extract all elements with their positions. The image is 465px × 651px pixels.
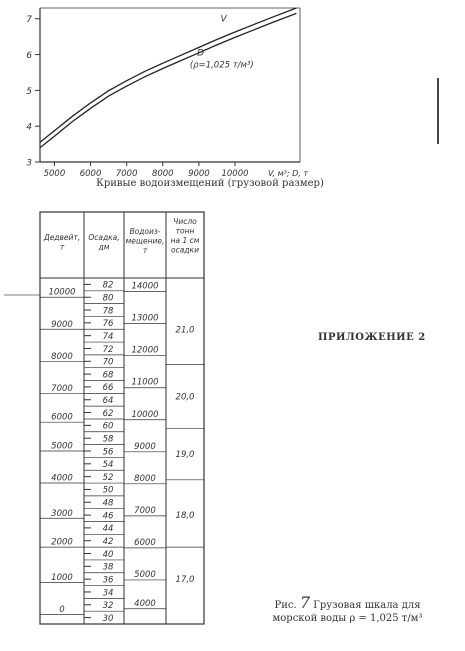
figure-number: 7 xyxy=(299,593,311,612)
draft-label: 66 xyxy=(102,383,114,394)
draft-label: 72 xyxy=(102,344,114,355)
column-header: Водоиз-мещение, т xyxy=(125,227,165,255)
deadweight-label: 6000 xyxy=(51,412,73,423)
annotation-d: D xyxy=(197,48,205,59)
displacement-label: 11000 xyxy=(131,377,159,388)
displacement-label: 7000 xyxy=(134,505,156,516)
deadweight-label: 4000 xyxy=(51,473,73,484)
x-tick-label: 6000 xyxy=(79,169,102,179)
y-tick-label: 4 xyxy=(26,122,32,133)
y-tick-label: 7 xyxy=(26,15,32,26)
deadweight-label: 9000 xyxy=(51,319,73,330)
deadweight-label: 2000 xyxy=(51,537,73,548)
displacement-label: 10000 xyxy=(131,409,159,420)
chart-caption: Кривые водоизмещений (грузовой размер) xyxy=(96,178,324,189)
displacement-label: 12000 xyxy=(131,345,159,356)
draft-label: 58 xyxy=(102,434,114,445)
column-header: Число тонн на 1 см осадки xyxy=(170,217,200,255)
y-tick-label: 6 xyxy=(26,51,32,62)
tons-per-cm-label: 19,0 xyxy=(175,450,195,461)
figure-caption-line-1 xyxy=(245,593,450,612)
deadweight-label: 8000 xyxy=(51,351,73,362)
draft-label: 70 xyxy=(102,357,114,368)
displacement-label: 14000 xyxy=(131,281,159,292)
draft-label: 60 xyxy=(102,421,114,432)
annotation-v: V xyxy=(220,14,227,25)
deadweight-label: 7000 xyxy=(51,383,73,394)
x-axis-label: V, м³; D, т xyxy=(268,169,309,178)
draft-label: 42 xyxy=(102,537,114,548)
figure-caption-prefix: Рис. xyxy=(274,600,297,611)
deadweight-label: 5000 xyxy=(51,441,73,452)
displacement-label: 4000 xyxy=(134,598,156,609)
y-tick-label: 5 xyxy=(26,86,32,97)
deadweight-label: 10000 xyxy=(48,287,76,298)
displacement-label: 9000 xyxy=(134,441,156,452)
draft-label: 32 xyxy=(102,601,114,612)
draft-label: 76 xyxy=(102,319,114,330)
draft-label: 54 xyxy=(102,460,114,471)
displacement-label: 5000 xyxy=(134,569,156,580)
series-line-d xyxy=(40,13,296,147)
figure-caption xyxy=(245,593,450,625)
y-tick-label: 3 xyxy=(26,158,32,169)
draft-label: 78 xyxy=(102,306,114,317)
displacement-label: 8000 xyxy=(134,473,156,484)
draft-label: 74 xyxy=(102,331,114,342)
draft-label: 44 xyxy=(102,524,114,535)
draft-label: 56 xyxy=(102,447,114,458)
cargo-scale-table xyxy=(0,210,230,640)
draft-label: 46 xyxy=(102,511,114,522)
figure-caption-line-2: морской воды ρ = 1,025 т/м³ xyxy=(272,613,423,624)
draft-label: 80 xyxy=(102,293,114,304)
annotation-density: (ρ=1,025 т/м³) xyxy=(189,60,254,71)
x-tick-label: 8000 xyxy=(151,169,174,179)
x-tick-label: 7000 xyxy=(115,169,138,179)
draft-label: 52 xyxy=(102,472,114,483)
tons-per-cm-label: 17,0 xyxy=(175,575,195,586)
draft-label: 36 xyxy=(102,575,114,586)
x-tick-label: 10000 xyxy=(221,169,249,179)
deadweight-label: 0 xyxy=(59,604,65,615)
x-tick-label: 9000 xyxy=(188,169,210,179)
displacement-label: 6000 xyxy=(134,537,156,548)
draft-label: 34 xyxy=(102,588,114,599)
draft-label: 64 xyxy=(102,396,114,407)
draft-label: 50 xyxy=(102,485,114,496)
draft-label: 38 xyxy=(102,562,114,573)
draft-label: 82 xyxy=(102,280,114,291)
tons-per-cm-label: 20,0 xyxy=(175,392,195,403)
deadweight-label: 3000 xyxy=(51,508,73,519)
draft-label: 48 xyxy=(102,498,114,509)
tons-per-cm-label: 18,0 xyxy=(175,511,195,522)
draft-label: 40 xyxy=(102,549,114,560)
displacement-curves-chart xyxy=(0,0,465,200)
draft-label: 30 xyxy=(102,613,114,624)
column-header: Дедвейт, т xyxy=(43,233,81,252)
draft-label: 68 xyxy=(102,370,114,381)
draft-label: 62 xyxy=(102,408,114,419)
x-tick-label: 5000 xyxy=(43,169,66,179)
margin-mark xyxy=(437,78,439,144)
tons-per-cm-label: 21,0 xyxy=(175,325,195,336)
column-header: Осадка, дм xyxy=(88,233,120,252)
figure-caption-text-1: Грузовая шкала для xyxy=(313,600,421,611)
appendix-heading: ПРИЛОЖЕНИЕ 2 xyxy=(318,332,426,343)
displacement-label: 13000 xyxy=(131,313,159,324)
deadweight-label: 1000 xyxy=(51,572,73,583)
